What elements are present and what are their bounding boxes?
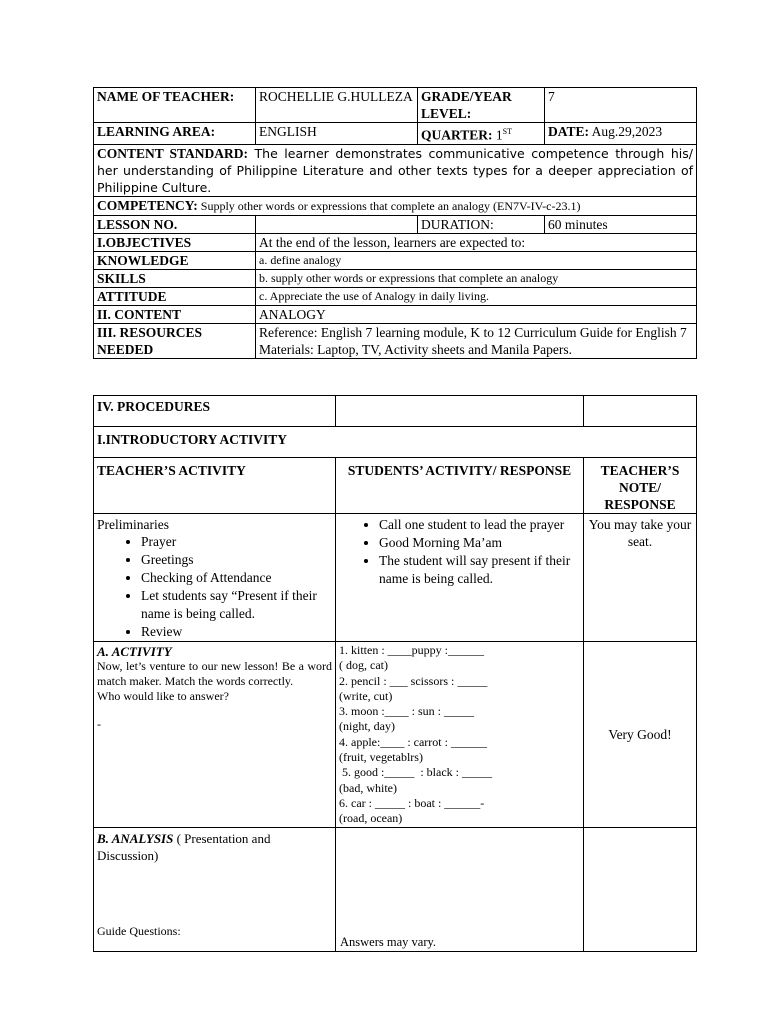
preliminaries-title: Preliminaries	[97, 517, 169, 532]
objectives-label: I.OBJECTIVES	[94, 233, 256, 251]
lesson-value	[256, 215, 418, 233]
area-value: ENGLISH	[256, 123, 418, 145]
resources-cell	[256, 323, 697, 358]
duration-value: 60 minutes	[545, 215, 697, 233]
list-item: • Prayer	[141, 533, 332, 551]
activity-dash: -	[97, 717, 101, 731]
attitude-value: c. Appreciate the use of Analogy in daily living.	[256, 287, 697, 305]
analysis-text: ( Presentation and Discussion)	[97, 830, 271, 863]
analogy-line: 5. good :_____ : black : _____	[339, 765, 492, 780]
preliminaries-list	[97, 533, 332, 641]
date-cell	[545, 123, 697, 145]
col-students-activity: STUDENTS’ ACTIVITY/ RESPONSE	[336, 458, 584, 514]
list-item: • Review	[141, 623, 332, 641]
analogy-line: (write, cut)	[339, 688, 393, 703]
quarter-cell	[418, 123, 545, 145]
activity-text: Now, let’s venture to our new lesson! Be a word match maker. Match the words correctly.	[97, 659, 332, 688]
duration-label: DURATION:	[418, 215, 545, 233]
procedures-empty-2	[584, 396, 697, 427]
quarter-value: 1	[495, 127, 503, 143]
student-response-list	[339, 516, 580, 588]
list-item: • Let students say “Present if their name is being called.	[141, 587, 332, 623]
lesson-plan-header-table	[93, 87, 697, 359]
analogy-line: (fruit, vegetablrs)	[339, 750, 423, 765]
list-item: • The student will say present if their name is being called.	[379, 552, 580, 588]
analysis-cell	[94, 827, 336, 951]
intro-activity-title: I.INTRODUCTORY ACTIVITY	[94, 427, 697, 458]
activity-cell	[94, 642, 336, 828]
analysis-response-cell	[336, 827, 584, 951]
procedures-empty-1	[336, 396, 584, 427]
activity-note: Very Good!	[584, 642, 697, 828]
resources-reference: Reference: English 7 learning module, K to 12 Curriculum Guide for English 7	[259, 324, 687, 340]
objectives-value: At the end of the lesson, learners are expected to:	[256, 233, 697, 251]
teacher-label: NAME OF TEACHER:	[94, 88, 256, 123]
content-value: ANALOGY	[256, 305, 697, 323]
analogy-line: ( dog, cat)	[339, 658, 388, 673]
competency-label: COMPETENCY:	[97, 197, 198, 213]
content-standard-cell	[94, 144, 697, 196]
answers-vary: Answers may vary.	[340, 934, 437, 949]
student-response-cell	[336, 514, 584, 642]
analogy-line: 6. car : _____ : boat : ______-	[339, 795, 485, 810]
analysis-note-cell	[584, 827, 697, 951]
lesson-label: LESSON NO.	[94, 215, 256, 233]
preliminaries-cell	[94, 514, 336, 642]
area-label: LEARNING AREA:	[94, 123, 256, 145]
analogy-line: 4. apple:____ : carrot : ______	[339, 734, 487, 749]
analogy-line: 1. kitten : ____puppy :______	[339, 643, 484, 657]
preliminaries-note: You may take your seat.	[584, 514, 697, 642]
teacher-value: ROCHELLIE G.HULLEZA	[256, 88, 418, 123]
activity-title: A. ACTIVITY	[97, 644, 172, 659]
list-item: • Good Morning Ma’am	[379, 534, 580, 552]
col-teacher-activity: TEACHER’S ACTIVITY	[94, 458, 336, 514]
standard-value: The learner demonstrates communicative competence through his/ her understanding of Philippine Literature and other texts types for a deeper appreciation of Philippine Culture.	[97, 145, 693, 195]
date-label: DATE:	[548, 124, 590, 139]
activity-question: Who would like to answer?	[97, 689, 229, 703]
procedures-table	[93, 395, 697, 952]
skills-label: SKILLS	[94, 269, 256, 287]
list-item: • Call one student to lead the prayer	[379, 516, 580, 534]
knowledge-label: KNOWLEDGE	[94, 251, 256, 269]
resources-label: III. RESOURCES NEEDED	[94, 323, 256, 358]
quarter-label: QUARTER:	[421, 127, 493, 143]
quarter-sup: ST	[502, 127, 512, 136]
grade-label: GRADE/YEAR LEVEL:	[418, 88, 545, 123]
standard-label: CONTENT STANDARD:	[97, 145, 248, 161]
competency-value: Supply other words or expressions that complete an analogy (EN7V-IV-c-23.1)	[197, 198, 581, 213]
date-value: Aug.29,2023	[591, 124, 663, 139]
content-label: II. CONTENT	[94, 305, 256, 323]
col-teacher-note: TEACHER’S NOTE/ RESPONSE	[584, 458, 697, 514]
analogy-line: 3. moon :____ : sun : _____	[339, 704, 475, 719]
guide-questions: Guide Questions:	[97, 923, 181, 938]
list-item: • Greetings	[141, 551, 332, 569]
analogy-cell	[336, 642, 584, 828]
skills-value: b. supply other words or expressions that complete an analogy	[256, 269, 697, 287]
competency-cell	[94, 196, 697, 215]
attitude-label: ATTITUDE	[94, 287, 256, 305]
analogy-line: (night, day)	[339, 719, 395, 734]
analogy-line: (road, ocean)	[339, 811, 403, 826]
grade-value: 7	[545, 88, 697, 123]
list-item: • Checking of Attendance	[141, 569, 332, 587]
resources-materials: Materials: Laptop, TV, Activity sheets and Manila Papers.	[259, 341, 572, 357]
analogy-line: 2. pencil : ___ scissors : _____	[339, 673, 488, 688]
analysis-title: B. ANALYSIS	[97, 830, 174, 846]
procedures-title: IV. PROCEDURES	[94, 396, 336, 427]
knowledge-value: a. define analogy	[256, 251, 697, 269]
analogy-line: (bad, white)	[339, 780, 397, 795]
